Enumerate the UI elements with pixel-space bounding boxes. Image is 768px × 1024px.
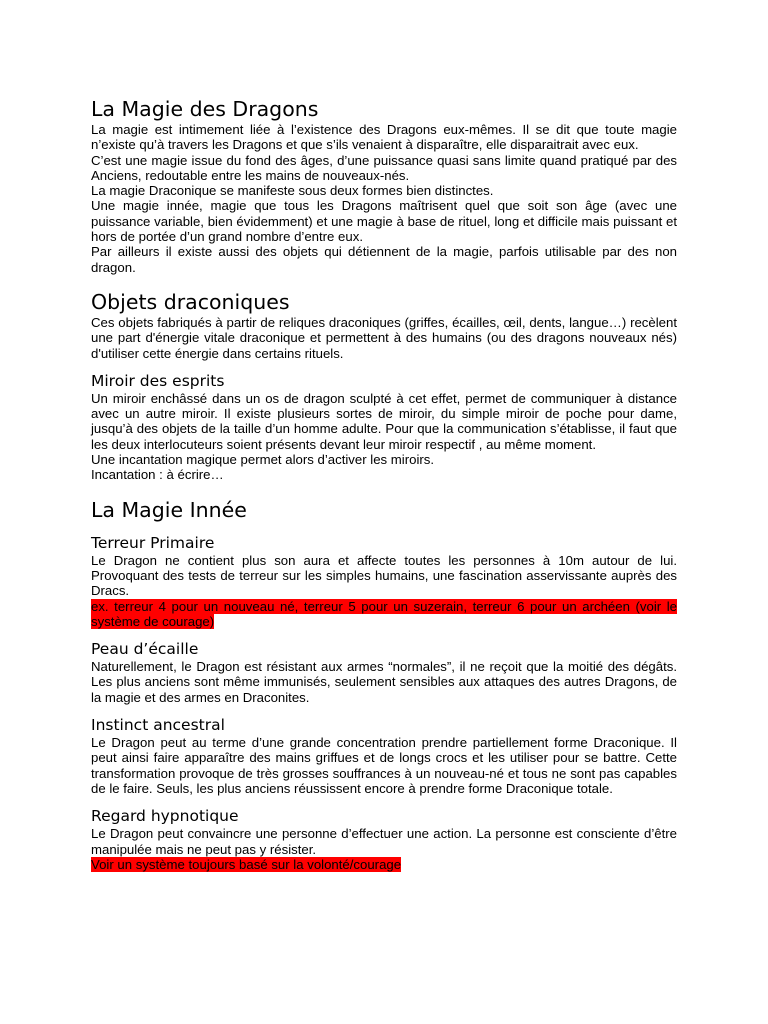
note-highlight: Voir un système toujours basé sur la volonté/courage (91, 856, 402, 872)
section-title-objets-draconiques: Objets draconiques (91, 289, 290, 314)
highlighted-note (91, 857, 677, 872)
section-title-magie-innee: La Magie Innée (91, 497, 247, 522)
paragraph: C’est une magie issue du fond des âges, d’une puissance quasi sans limite quand pratiqué par des Anciens, redoutable entre les mains de nouveaux-nés. (91, 152, 677, 183)
paragraph: La magie est intimement liée à l’existence des Dragons eux-mêmes. Il se dit que toute magie n’existe qu’à travers les Dragons et que s’ils venaient à disparaître, elle disparaitrait avec eux. (91, 122, 677, 153)
paragraph: Le Dragon ne contient plus son aura et affecte toutes les personnes à 10m autour de lui. Provoquant des tests de terreur sur les simples humains, une fascination asservissante auprès des Dracs. (91, 552, 677, 599)
subsection-title-regard-hypnotique: Regard hypnotique (91, 807, 239, 826)
paragraph: Le Dragon peut au terme d’une grande concentration prendre partiellement forme Draconique. Il peut ainsi faire apparaître des mains griffues et de longs crocs et les utiliser pour se battre. Cette transformation provoque de très grosses souffrances à un nouveau-né et tous ne sont pas capables de le faire. Seuls, les plus anciens réussissent encore à prendre forme Draconique totale. (91, 735, 677, 796)
section-title-magie-des-dragons: La Magie des Dragons (91, 97, 319, 121)
paragraph: Une magie innée, magie que tous les Dragons maîtrisent quel que soit son âge (avec une puissance variable, bien évidemment) et une magie à base de rituel, long et difficile mais puissant et hors de portée d’un grand nombre d’entre eux. (91, 198, 677, 245)
paragraph: Ces objets fabriqués à partir de reliques draconiques (griffes, écailles, œil, dents, langue…) recèlent une part d'énergie vitale draconique et permettent à des humains (ou des dragons nouveaux nés) d'utiliser cette énergie dans certains rituels. (91, 314, 677, 361)
paragraph: La magie Draconique se manifeste sous deux formes bien distinctes. (91, 183, 494, 199)
paragraph: Le Dragon peut convaincre une personne d’effectuer une action. La personne est consciente d’être manipulée mais ne peut pas y résister. (91, 826, 677, 857)
paragraph: Incantation : à écrire… (91, 467, 224, 483)
paragraph: Une incantation magique permet alors d’activer les miroirs. (91, 452, 435, 468)
highlighted-note (91, 599, 677, 630)
subsection-title-miroir-des-esprits: Miroir des esprits (91, 371, 225, 390)
note-highlight: ex. terreur 4 pour un nouveau né, terreur 5 pour un suzerain, terreur 6 pour un archéen (voir le système de courage) (91, 598, 677, 629)
paragraph: Naturellement, le Dragon est résistant aux armes “normales”, il ne reçoit que la moitié des dégâts. Les plus anciens sont même immunisés, seulement sensibles aux attaques des autres Dragons, de la magie et des armes en Draconites. (91, 659, 677, 705)
paragraph: Par ailleurs il existe aussi des objets qui détiennent de la magie, parfois utilisable par des non dragon. (91, 244, 677, 275)
subsection-title-terreur-primaire: Terreur Primaire (91, 533, 215, 552)
subsection-title-instinct-ancestral: Instinct ancestral (91, 716, 225, 735)
paragraph: Un miroir enchâssé dans un os de dragon sculpté à cet effet, permet de communiquer à distance avec un autre miroir. Il existe plusieurs sortes de miroir, du simple miroir de poche pour dame, jusqu’à des objets de la taille d’un homme adulte. Pour que la communication s’établisse, il faut que les deux interlocuteurs soient présents devant leur miroir respectif , au même moment. (91, 390, 677, 452)
subsection-title-peau-d-ecaille: Peau d’écaille (91, 640, 199, 659)
document-page (91, 96, 677, 872)
